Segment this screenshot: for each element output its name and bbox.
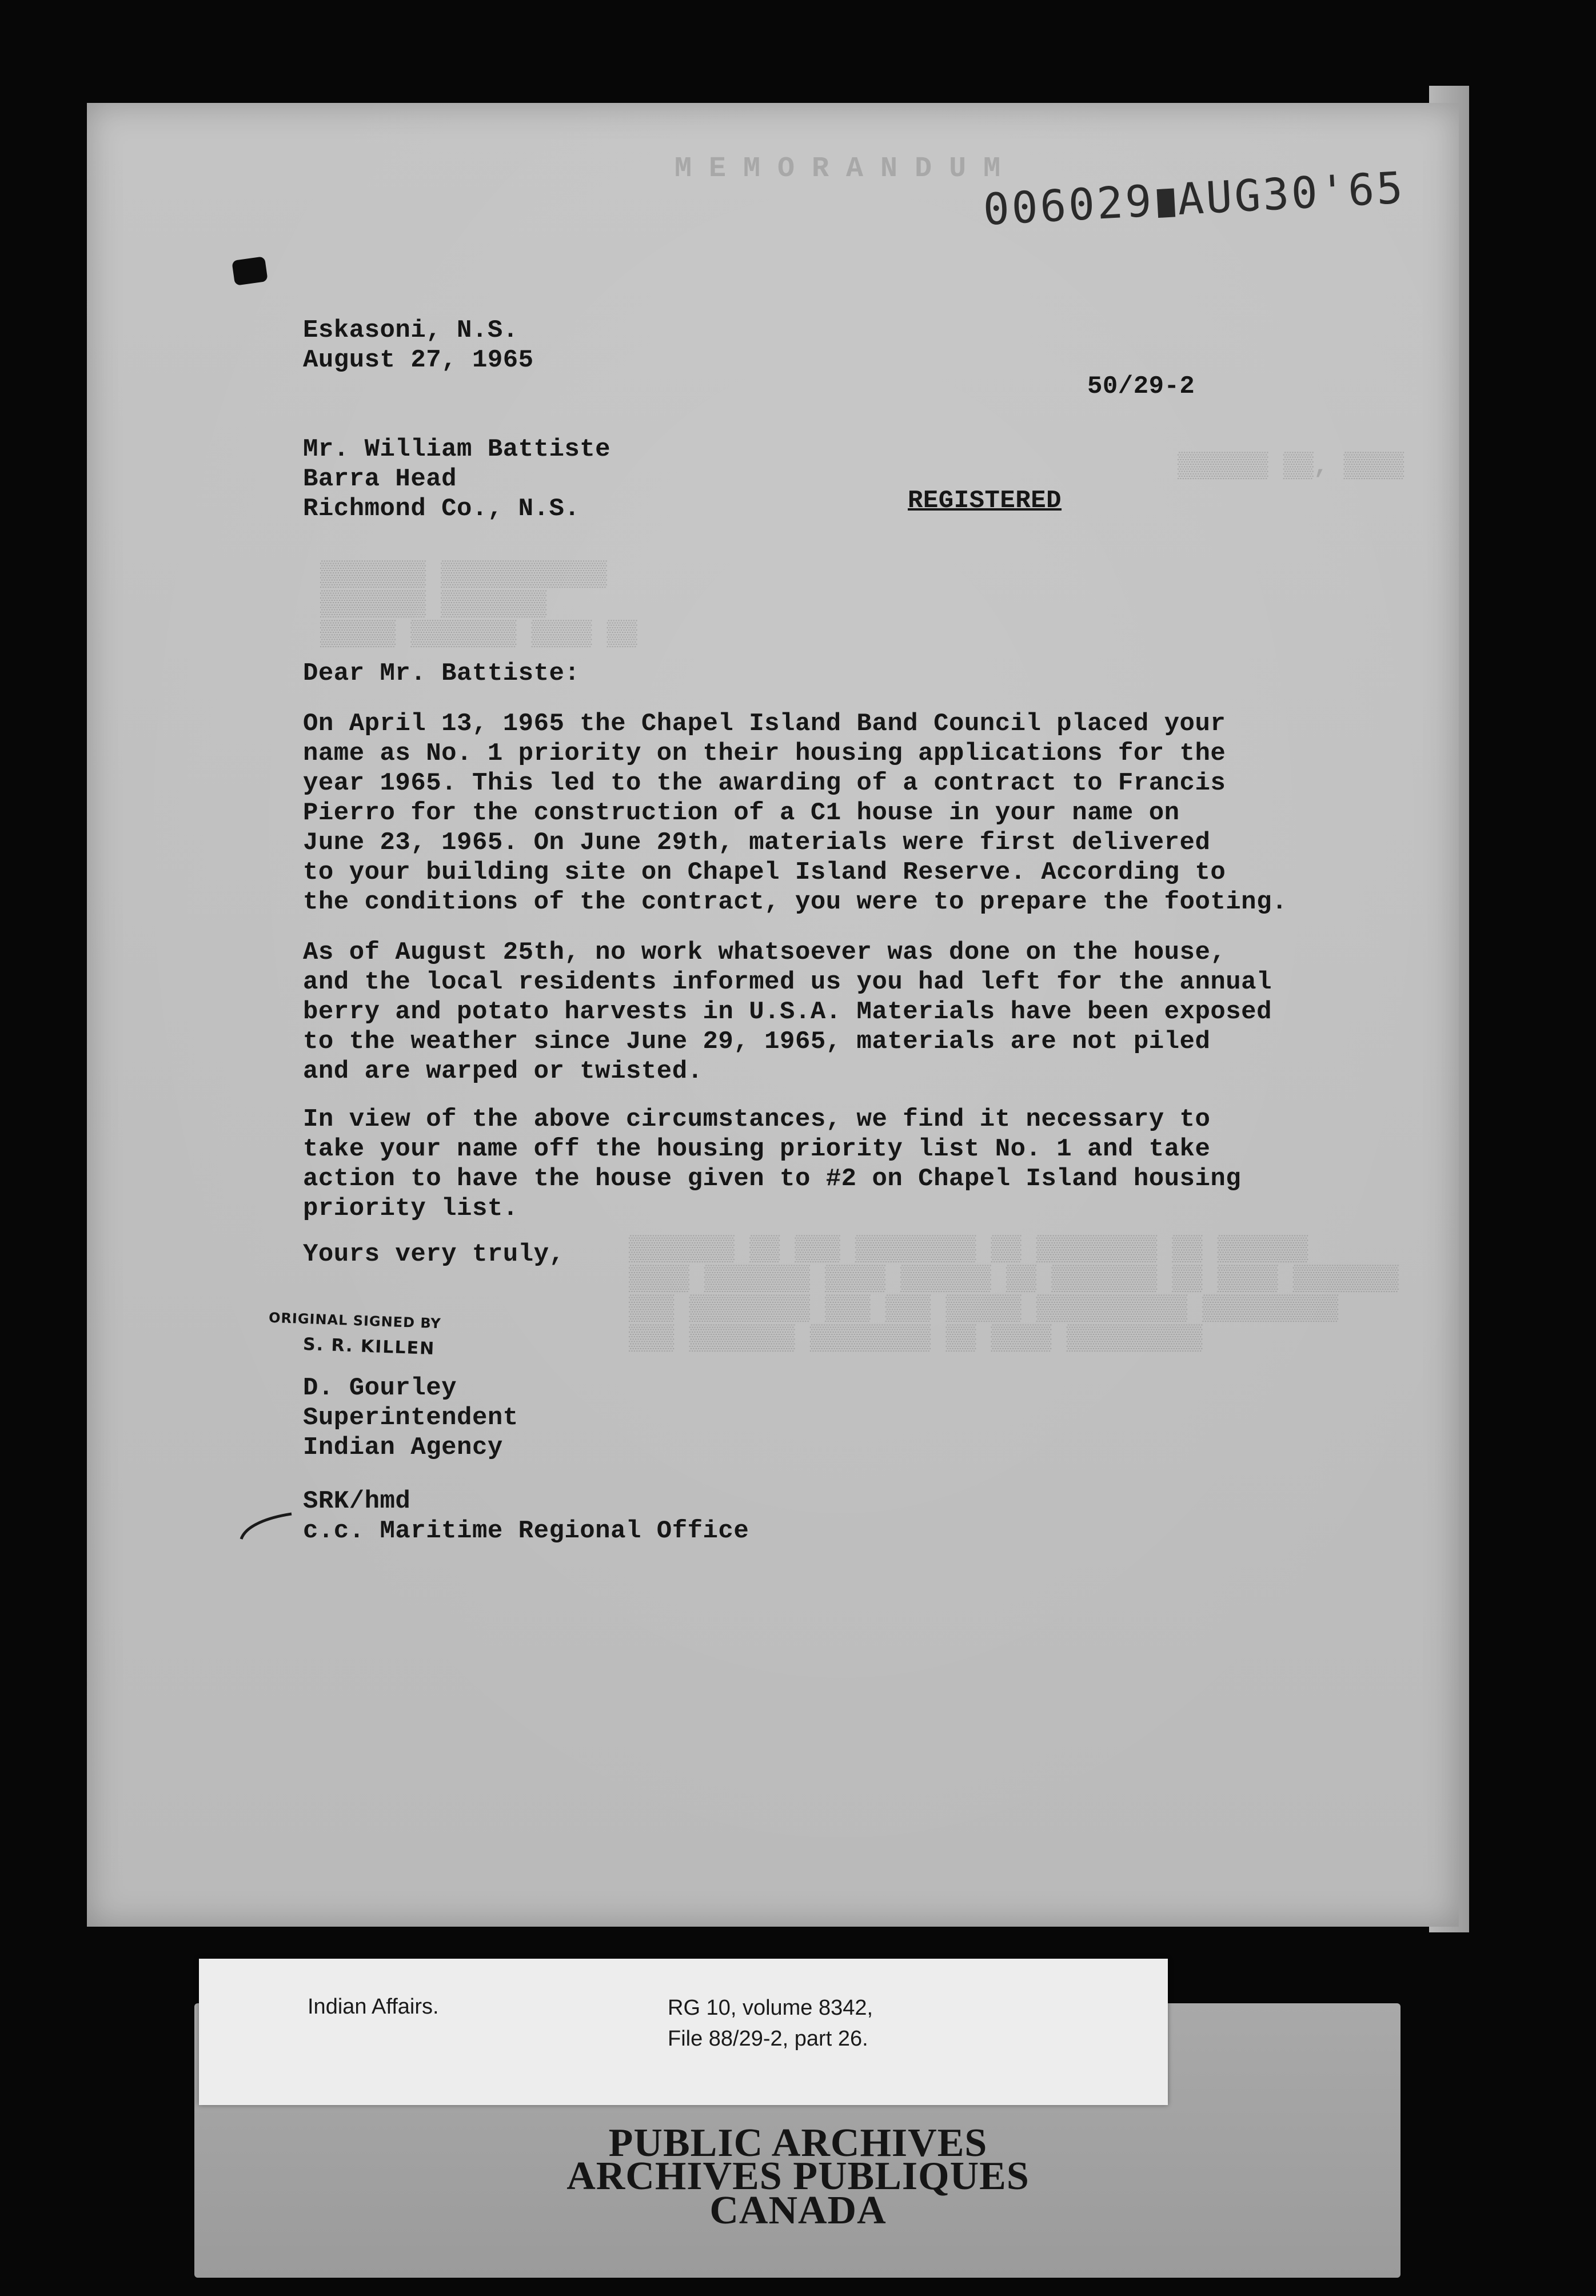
carbon-copy-line: c.c. Maritime Regional Office bbox=[303, 1517, 749, 1545]
paragraph-2-line: berry and potato harvests in U.S.A. Materials have been exposed bbox=[303, 998, 1272, 1026]
recipient-address-1: Barra Head bbox=[303, 465, 457, 493]
signed-by: S. R. KILLEN bbox=[302, 1334, 436, 1360]
signatory-agency: Indian Agency bbox=[303, 1433, 503, 1462]
paragraph-1-line: the conditions of the contract, you were to prepare the footing. bbox=[303, 888, 1287, 916]
bleed-through-heading: M E M O R A N D U M bbox=[675, 153, 1001, 185]
paragraph-2-line: As of August 25th, no work whatsoever was done on the house, bbox=[303, 938, 1226, 967]
paragraph-2-line: to the weather since June 29, 1965, materials are not piled bbox=[303, 1027, 1211, 1056]
salutation: Dear Mr. Battiste: bbox=[303, 659, 580, 688]
signatory-title: Superintendent bbox=[303, 1404, 518, 1432]
paragraph-2-line: and the local residents informed us you had left for the annual bbox=[303, 968, 1272, 996]
label-collection: Indian Affairs. bbox=[308, 1995, 439, 2019]
sender-date: August 27, 1965 bbox=[303, 346, 534, 374]
recipient-name: Mr. William Battiste bbox=[303, 435, 611, 464]
file-reference: 50/29-2 bbox=[1087, 372, 1195, 401]
closing: Yours very truly, bbox=[303, 1240, 565, 1269]
paragraph-3-line: In view of the above circumstances, we find it necessary to bbox=[303, 1105, 1211, 1134]
label-reference-1: RG 10, volume 8342, bbox=[668, 1996, 873, 2020]
paragraph-1-line: June 23, 1965. On June 29th, materials were first delivered bbox=[303, 828, 1211, 857]
paragraph-2-line: and are warped or twisted. bbox=[303, 1057, 703, 1086]
signatory-name: D. Gourley bbox=[303, 1374, 457, 1402]
archive-line-1: PUBLIC ARCHIVES bbox=[608, 2121, 988, 2165]
paragraph-3-line: priority list. bbox=[303, 1194, 518, 1223]
paragraph-1-line: Pierro for the construction of a C1 house in your name on bbox=[303, 799, 1180, 827]
recipient-address-2: Richmond Co., N.S. bbox=[303, 495, 580, 523]
stamp-date: AUG30'65 bbox=[1176, 162, 1406, 225]
sender-place: Eskasoni, N.S. bbox=[303, 316, 518, 345]
stamp-file-number: 006029 bbox=[981, 175, 1155, 235]
bleed-through-date: ▒▒▒▒▒▒ ▒▒, ▒▒▒▒ bbox=[1178, 452, 1405, 481]
reference-label bbox=[199, 1959, 1168, 2105]
label-reference-2: File 88/29-2, part 26. bbox=[668, 2027, 868, 2051]
paragraph-1-line: to your building site on Chapel Island Reserve. According to bbox=[303, 858, 1226, 887]
archive-line-2: ARCHIVES PUBLIQUES bbox=[566, 2154, 1030, 2198]
paragraph-3-line: take your name off the housing priority list No. 1 and take bbox=[303, 1135, 1211, 1163]
paragraph-3-line: action to have the house given to #2 on Chapel Island housing bbox=[303, 1165, 1242, 1193]
paragraph-1-line: On April 13, 1965 the Chapel Island Band Council placed your bbox=[303, 709, 1226, 738]
punch-hole bbox=[232, 256, 268, 286]
bleed-through-lower: ▒▒▒▒▒▒▒ ▒▒ ▒▒▒ ▒▒▒▒▒▒▒▒ ▒▒ ▒▒▒▒▒▒▒▒ ▒▒ ▒▒▒▒▒▒ ▒▒▒▒ ▒▒▒▒▒▒▒ ▒▒▒▒ ▒▒▒▒▒▒ ▒▒ ▒▒▒▒▒▒▒ ▒▒ ▒▒▒▒ ▒▒▒▒▒▒▒ ▒▒▒ ▒▒▒▒▒▒▒▒ ▒▒▒ ▒▒▒ ▒▒▒▒▒ ▒▒▒▒▒▒▒▒▒▒ ▒▒▒▒▒▒▒▒▒ ▒▒▒ ▒▒▒▒▒▒▒ ▒▒▒▒▒▒▒▒ ▒▒ ▒▒▒▒ ▒▒▒▒▒▒▒▒▒ bbox=[629, 1235, 1399, 1353]
stamp-block-mark bbox=[1156, 189, 1175, 218]
bleed-through-block: ▒▒▒▒▒▒▒ ▒▒▒▒▒▒▒▒▒▒▒ ▒▒▒▒▒▒▒ ▒▒▒▒▒▒▒ ▒▒▒▒▒ ▒▒▒▒▒▒▒ ▒▒▒▒ ▒▒ bbox=[320, 561, 637, 649]
typist-initials: SRK/hmd bbox=[303, 1487, 411, 1516]
archive-line-3: CANADA bbox=[709, 2189, 887, 2233]
paragraph-1-line: year 1965. This led to the awarding of a contract to Francis bbox=[303, 769, 1226, 798]
registered-mark: REGISTERED bbox=[908, 487, 1062, 515]
handwritten-arrow-icon bbox=[234, 1509, 297, 1544]
paragraph-1-line: name as No. 1 priority on their housing applications for the bbox=[303, 739, 1226, 768]
original-signed-note: ORIGINAL SIGNED BY bbox=[268, 1309, 442, 1332]
